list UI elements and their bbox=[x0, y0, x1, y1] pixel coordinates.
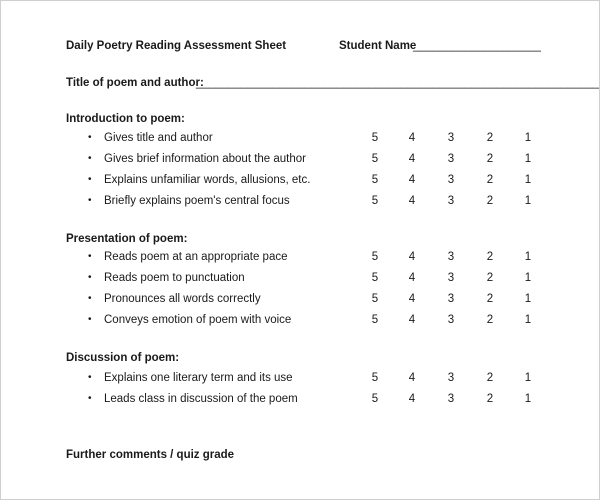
score-5[interactable]: 5 bbox=[371, 251, 379, 263]
score-1[interactable]: 1 bbox=[524, 393, 532, 405]
score-2[interactable]: 2 bbox=[486, 251, 494, 263]
score-3[interactable]: 3 bbox=[447, 293, 455, 305]
criterion-label: Pronounces all words correctly bbox=[104, 293, 261, 305]
bullet-icon: • bbox=[88, 174, 92, 185]
score-1[interactable]: 1 bbox=[524, 195, 532, 207]
score-5[interactable]: 5 bbox=[371, 293, 379, 305]
score-1[interactable]: 1 bbox=[524, 153, 532, 165]
score-3[interactable]: 3 bbox=[447, 393, 455, 405]
criterion-row bbox=[1, 292, 600, 306]
score-2[interactable]: 2 bbox=[486, 393, 494, 405]
score-4[interactable]: 4 bbox=[408, 251, 416, 263]
sheet-title: Daily Poetry Reading Assessment Sheet bbox=[66, 40, 287, 52]
student-name-label: Student Name bbox=[339, 40, 417, 52]
section-discussion-title: Discussion of poem: bbox=[66, 352, 180, 364]
bullet-icon: • bbox=[88, 272, 92, 283]
criterion-label: Conveys emotion of poem with voice bbox=[104, 314, 292, 326]
score-2[interactable]: 2 bbox=[486, 195, 494, 207]
criterion-label: Reads poem to punctuation bbox=[104, 272, 245, 284]
score-5[interactable]: 5 bbox=[371, 393, 379, 405]
score-2[interactable]: 2 bbox=[486, 153, 494, 165]
score-4[interactable]: 4 bbox=[408, 293, 416, 305]
score-1[interactable]: 1 bbox=[524, 251, 532, 263]
criterion-row bbox=[1, 152, 600, 166]
score-3[interactable]: 3 bbox=[447, 251, 455, 263]
bullet-icon: • bbox=[88, 195, 92, 206]
score-5[interactable]: 5 bbox=[371, 314, 379, 326]
score-1[interactable]: 1 bbox=[524, 174, 532, 186]
score-2[interactable]: 2 bbox=[486, 272, 494, 284]
score-1[interactable]: 1 bbox=[524, 132, 532, 144]
criterion-row bbox=[1, 313, 600, 327]
score-4[interactable]: 4 bbox=[408, 372, 416, 384]
section-presentation-title: Presentation of poem: bbox=[66, 233, 188, 245]
score-4[interactable]: 4 bbox=[408, 174, 416, 186]
score-2[interactable]: 2 bbox=[486, 372, 494, 384]
bullet-icon: • bbox=[88, 251, 92, 262]
criterion-label: Leads class in discussion of the poem bbox=[104, 393, 298, 405]
score-5[interactable]: 5 bbox=[371, 272, 379, 284]
score-1[interactable]: 1 bbox=[524, 314, 532, 326]
section-introduction-title: Introduction to poem: bbox=[66, 113, 185, 125]
score-3[interactable]: 3 bbox=[447, 314, 455, 326]
bullet-icon: • bbox=[88, 393, 92, 404]
bullet-icon: • bbox=[88, 153, 92, 164]
student-name-field[interactable]: ____________________ bbox=[413, 40, 541, 52]
score-3[interactable]: 3 bbox=[447, 195, 455, 207]
score-2[interactable]: 2 bbox=[486, 314, 494, 326]
criterion-label: Gives title and author bbox=[104, 132, 213, 144]
criterion-row bbox=[1, 250, 600, 264]
score-3[interactable]: 3 bbox=[447, 272, 455, 284]
score-4[interactable]: 4 bbox=[408, 393, 416, 405]
bullet-icon: • bbox=[88, 132, 92, 143]
criterion-row bbox=[1, 131, 600, 145]
score-4[interactable]: 4 bbox=[408, 272, 416, 284]
score-5[interactable]: 5 bbox=[371, 372, 379, 384]
score-1[interactable]: 1 bbox=[524, 372, 532, 384]
score-5[interactable]: 5 bbox=[371, 132, 379, 144]
score-5[interactable]: 5 bbox=[371, 153, 379, 165]
criterion-label: Reads poem at an appropriate pace bbox=[104, 251, 288, 263]
score-2[interactable]: 2 bbox=[486, 132, 494, 144]
score-1[interactable]: 1 bbox=[524, 293, 532, 305]
score-3[interactable]: 3 bbox=[447, 174, 455, 186]
score-4[interactable]: 4 bbox=[408, 314, 416, 326]
bullet-icon: • bbox=[88, 372, 92, 383]
score-3[interactable]: 3 bbox=[447, 372, 455, 384]
poem-title-field[interactable]: _______________________________________________________________ bbox=[196, 77, 599, 89]
criterion-row bbox=[1, 194, 600, 208]
score-5[interactable]: 5 bbox=[371, 195, 379, 207]
criterion-label: Explains one literary term and its use bbox=[104, 372, 293, 384]
bullet-icon: • bbox=[88, 314, 92, 325]
criterion-row bbox=[1, 173, 600, 187]
score-3[interactable]: 3 bbox=[447, 153, 455, 165]
poem-title-label: Title of poem and author: bbox=[66, 77, 204, 89]
score-1[interactable]: 1 bbox=[524, 272, 532, 284]
criterion-row bbox=[1, 392, 600, 406]
score-5[interactable]: 5 bbox=[371, 174, 379, 186]
score-2[interactable]: 2 bbox=[486, 174, 494, 186]
further-comments-label: Further comments / quiz grade bbox=[66, 449, 235, 461]
criterion-label: Briefly explains poem's central focus bbox=[104, 195, 290, 207]
bullet-icon: • bbox=[88, 293, 92, 304]
criterion-label: Explains unfamiliar words, allusions, etc. bbox=[104, 174, 311, 186]
score-4[interactable]: 4 bbox=[408, 195, 416, 207]
criterion-row bbox=[1, 371, 600, 385]
score-4[interactable]: 4 bbox=[408, 132, 416, 144]
score-3[interactable]: 3 bbox=[447, 132, 455, 144]
criterion-row bbox=[1, 271, 600, 285]
criterion-label: Gives brief information about the author bbox=[104, 153, 307, 165]
score-2[interactable]: 2 bbox=[486, 293, 494, 305]
score-4[interactable]: 4 bbox=[408, 153, 416, 165]
